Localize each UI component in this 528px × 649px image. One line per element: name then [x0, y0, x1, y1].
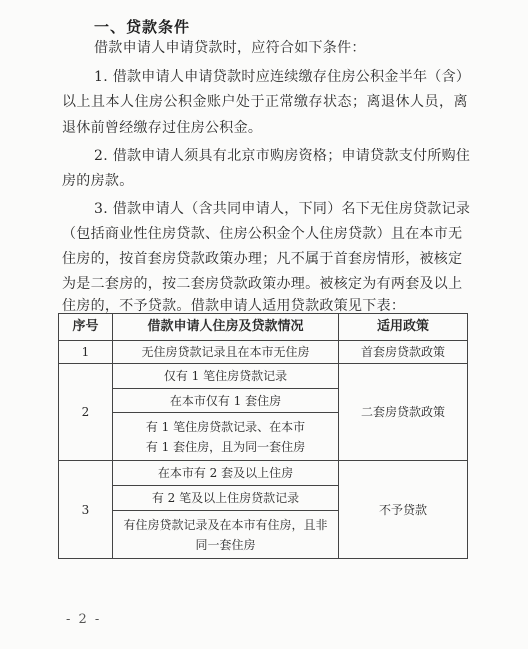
condition-3-line-1: 3. 借款申请人（含共同申请人，下同）名下无住房贷款记录	[94, 201, 471, 217]
condition-2-line-2: 房的房款。	[62, 173, 134, 189]
situation-line: 有 1 笔住房贷款记录、在本市	[145, 419, 306, 434]
situation-cell	[113, 413, 339, 461]
policy-cell: 二套房贷款政策	[339, 364, 468, 461]
policy-cell: 首套房贷款政策	[339, 341, 468, 364]
condition-1-line-2: 以上且本人住房公积金账户处于正常缴存状态；离退休人员，离	[62, 94, 468, 110]
condition-2-line-1: 2. 借款申请人须具有北京市购房资格；申请贷款支付所购住	[94, 148, 471, 164]
row-number: 2	[59, 364, 113, 461]
table-header-row	[59, 314, 468, 341]
condition-3-line-3: 住房的，按首套房贷款政策办理；凡不属于首套房情形，被核定	[62, 251, 463, 267]
header-policy: 适用政策	[339, 314, 468, 341]
situation-cell: 在本市仅有 1 套住房	[113, 389, 339, 413]
condition-3-line-5: 住房的，不予贷款。借款申请人适用贷款政策见下表：	[62, 298, 406, 314]
situation-line: 有 1 套住房，且为同一套住房	[145, 439, 306, 454]
situation-cell	[113, 511, 339, 559]
situation-cell: 无住房贷款记录且在本市无住房	[113, 341, 339, 364]
row-number: 1	[59, 341, 113, 364]
intro-text: 借款申请人申请贷款时，应符合如下条件：	[94, 40, 366, 56]
row-number: 3	[59, 461, 113, 559]
situation-line: 有住房贷款记录及在本市有住房，且非	[123, 517, 328, 532]
page-number: - 2 -	[66, 612, 102, 627]
table-row	[59, 364, 468, 389]
loan-policy-table	[58, 313, 468, 559]
situation-cell: 有 2 笔及以上住房贷款记录	[113, 486, 339, 511]
condition-1-line-3: 退休前曾经缴存过住房公积金。	[62, 120, 263, 136]
situation-line: 同一套住房	[195, 537, 256, 552]
situation-cell: 在本市有 2 套及以上住房	[113, 461, 339, 486]
header-situation: 借款申请人住房及贷款情况	[113, 314, 339, 341]
table-row	[59, 461, 468, 486]
condition-1-line-1: 1. 借款申请人申请贷款时应连续缴存住房公积金半年（含）	[94, 69, 471, 85]
policy-cell: 不予贷款	[339, 461, 468, 559]
condition-3-line-4: 为是二套房的，按二套房贷款政策办理。被核定为有两套及以上	[62, 276, 463, 292]
section-heading: 一、贷款条件	[94, 18, 191, 36]
situation-cell: 仅有 1 笔住房贷款记录	[113, 364, 339, 389]
condition-3-line-2: （包括商业性住房贷款、住房公积金个人住房贷款）且在本市无	[62, 226, 463, 242]
table-row	[59, 341, 468, 364]
header-no: 序号	[59, 314, 113, 341]
